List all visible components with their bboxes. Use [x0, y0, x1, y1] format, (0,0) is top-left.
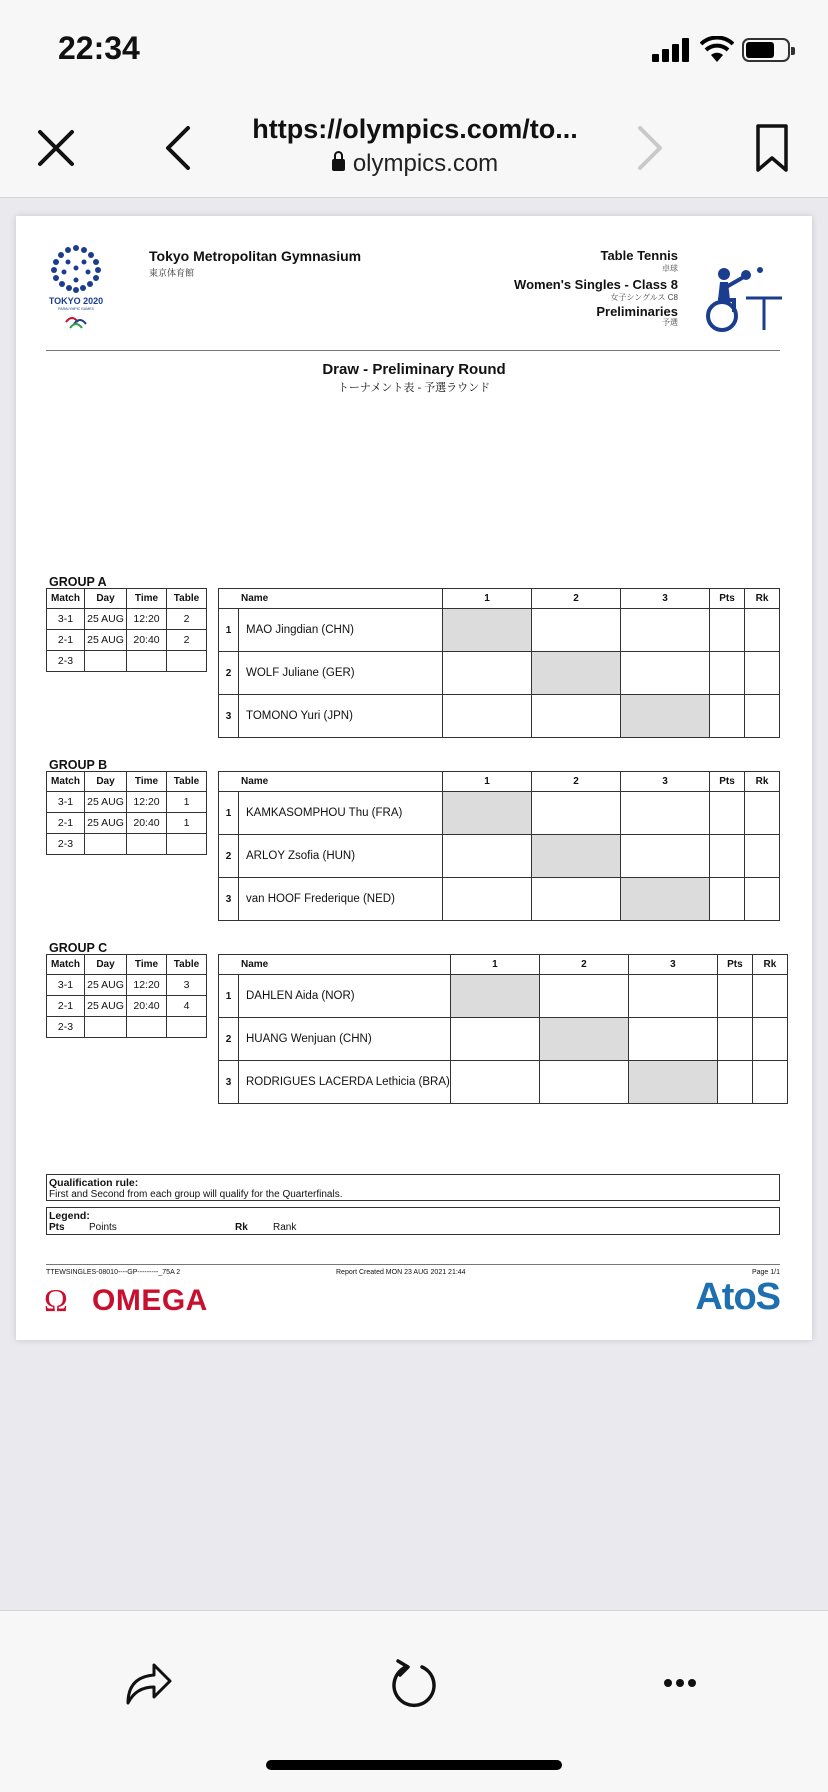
share-icon[interactable]: [118, 1653, 178, 1713]
sport-name-jp: 卓球: [662, 264, 678, 273]
points-cell: [710, 652, 745, 695]
more-options-icon[interactable]: [650, 1653, 710, 1713]
self-match-cell: [443, 609, 532, 652]
match-schedule-table: [46, 954, 207, 1038]
player-name: van HOOF Frederique (NED): [239, 878, 443, 921]
qualification-rule-box: [46, 1174, 780, 1201]
schedule-day: 25 AUG: [85, 975, 127, 996]
footer-divider: [46, 1264, 780, 1265]
header-rk: Rk: [745, 772, 780, 792]
rank-cell: [752, 1061, 787, 1104]
player-row: [219, 878, 780, 921]
points-cell: [717, 975, 752, 1018]
schedule-table: 3: [167, 975, 207, 996]
logo-text: TOKYO 2020: [48, 296, 104, 306]
header-name: Name: [219, 589, 443, 609]
player-name: DAHLEN Aida (NOR): [239, 975, 451, 1018]
schedule-header-day: Day: [85, 772, 127, 792]
header-rk: Rk: [752, 955, 787, 975]
schedule-table: 2: [167, 609, 207, 630]
url-address[interactable]: https://olympics.com/to...: [252, 114, 578, 144]
player-seed: 2: [219, 835, 239, 878]
url-domain-row[interactable]: [230, 150, 600, 178]
schedule-table: [167, 1017, 207, 1038]
header-col-1: 1: [443, 589, 532, 609]
event-name-jp: 女子シングルス C8: [610, 293, 678, 302]
group-title: GROUP A: [49, 575, 107, 589]
schedule-day: 25 AUG: [85, 630, 127, 651]
schedule-match: 2-3: [47, 651, 85, 672]
player-row: [219, 835, 780, 878]
player-name: TOMONO Yuri (JPN): [239, 695, 443, 738]
points-cell: [710, 878, 745, 921]
schedule-row: [47, 651, 207, 672]
points-cell: [710, 609, 745, 652]
omega-symbol-icon: Ω: [44, 1282, 68, 1318]
legend-box: [46, 1207, 780, 1235]
result-cell: [532, 792, 621, 835]
schedule-table: 1: [167, 792, 207, 813]
cellular-signal-icon: [652, 38, 692, 62]
player-name: RODRIGUES LACERDA Lethicia (BRA): [239, 1061, 451, 1104]
schedule-row: [47, 834, 207, 855]
header-col-3: 3: [621, 589, 710, 609]
points-cell: [717, 1018, 752, 1061]
venue-name: Tokyo Metropolitan Gymnasium: [149, 248, 362, 264]
schedule-match: 3-1: [47, 609, 85, 630]
schedule-time: 12:20: [127, 792, 167, 813]
schedule-time: 20:40: [127, 813, 167, 834]
draw-subtitle: トーナメント表 - 予選ラウンド: [337, 382, 491, 394]
schedule-header-time: Time: [127, 772, 167, 792]
header-divider: [46, 350, 780, 351]
player-row: [219, 652, 780, 695]
schedule-match: 3-1: [47, 792, 85, 813]
schedule-row: [47, 975, 207, 996]
omega-logo: OMEGA: [92, 1284, 208, 1317]
header-pts: Pts: [710, 589, 745, 609]
self-match-cell: [621, 695, 710, 738]
header-col-2: 2: [532, 772, 621, 792]
self-match-cell: [621, 878, 710, 921]
battery-icon: [742, 38, 790, 62]
lock-icon: [332, 159, 345, 171]
player-seed: 1: [219, 609, 239, 652]
result-cell: [539, 1061, 628, 1104]
player-row: [219, 792, 780, 835]
legend-abbr-rk: Rk: [235, 1222, 248, 1233]
footer-report-created: Report Created MON 23 AUG 2021 21:44: [336, 1269, 466, 1276]
schedule-day: 25 AUG: [85, 813, 127, 834]
result-cell: [450, 1018, 539, 1061]
result-cell: [539, 975, 628, 1018]
schedule-header-day: Day: [85, 955, 127, 975]
player-seed: 1: [219, 792, 239, 835]
header-pts: Pts: [717, 955, 752, 975]
player-row: [219, 1018, 788, 1061]
schedule-header-match: Match: [47, 589, 85, 609]
header-pts: Pts: [710, 772, 745, 792]
qualification-text: First and Second from each group will qualify for the Quarterfinals.: [49, 1189, 343, 1200]
pdf-document[interactable]: [16, 216, 812, 1340]
player-name: WOLF Juliane (GER): [239, 652, 443, 695]
points-cell: [710, 835, 745, 878]
schedule-row: [47, 813, 207, 834]
rank-cell: [745, 695, 780, 738]
schedule-row: [47, 609, 207, 630]
player-name: KAMKASOMPHOU Thu (FRA): [239, 792, 443, 835]
player-name: MAO Jingdian (CHN): [239, 609, 443, 652]
schedule-day: 25 AUG: [85, 792, 127, 813]
schedule-header-table: Table: [167, 589, 207, 609]
browser-toolbar: [0, 100, 828, 198]
logo-subtext: PARALYMPIC GAMES: [58, 307, 94, 311]
player-seed: 3: [219, 695, 239, 738]
status-time: 22:34: [58, 30, 140, 66]
close-icon[interactable]: [26, 118, 86, 178]
player-row: [219, 975, 788, 1018]
rank-cell: [745, 878, 780, 921]
group-standings-table: [218, 954, 788, 1104]
header-rk: Rk: [745, 589, 780, 609]
schedule-header-day: Day: [85, 589, 127, 609]
rank-cell: [745, 792, 780, 835]
event-header: [514, 248, 678, 331]
url-domain: olympics.com: [352, 150, 499, 177]
wifi-icon: [700, 36, 734, 64]
header-name: Name: [219, 772, 443, 792]
header-col-3: 3: [621, 772, 710, 792]
header-col-2: 2: [539, 955, 628, 975]
schedule-match: 2-3: [47, 1017, 85, 1038]
schedule-time: [127, 834, 167, 855]
rank-cell: [745, 835, 780, 878]
group-standings-table: [218, 588, 780, 738]
result-cell: [621, 652, 710, 695]
schedule-header-match: Match: [47, 772, 85, 792]
match-schedule-table: [46, 588, 207, 672]
schedule-day: 25 AUG: [85, 609, 127, 630]
footer-doc-code: TTEWSINGLES-08010----GP---------_75A 2: [46, 1269, 181, 1276]
legend-title: Legend:: [49, 1210, 90, 1222]
schedule-table: 4: [167, 996, 207, 1017]
event-name: Women's Singles - Class 8: [514, 277, 678, 292]
rank-cell: [752, 1018, 787, 1061]
forward-icon[interactable]: [618, 118, 678, 178]
schedule-table: 1: [167, 813, 207, 834]
bookmark-icon[interactable]: [742, 118, 802, 178]
result-cell: [532, 878, 621, 921]
header-col-3: 3: [628, 955, 717, 975]
atos-logo: AtoS: [695, 1276, 780, 1318]
schedule-header-table: Table: [167, 955, 207, 975]
result-cell: [532, 609, 621, 652]
points-cell: [710, 695, 745, 738]
result-cell: [443, 835, 532, 878]
player-seed: 2: [219, 652, 239, 695]
schedule-row: [47, 1017, 207, 1038]
draw-title: Draw - Preliminary Round: [322, 361, 506, 378]
schedule-table: 2: [167, 630, 207, 651]
qualification-title: Qualification rule:: [49, 1177, 139, 1189]
schedule-time: 12:20: [127, 609, 167, 630]
player-row: [219, 695, 780, 738]
player-seed: 1: [219, 975, 239, 1018]
sport-name: Table Tennis: [600, 248, 678, 263]
rank-cell: [752, 975, 787, 1018]
schedule-row: [47, 792, 207, 813]
schedule-table: [167, 651, 207, 672]
schedule-header-time: Time: [127, 589, 167, 609]
back-icon[interactable]: [150, 118, 210, 178]
header-col-1: 1: [443, 772, 532, 792]
match-schedule-table: [46, 771, 207, 855]
schedule-day: 25 AUG: [85, 996, 127, 1017]
result-cell: [628, 1018, 717, 1061]
result-cell: [621, 835, 710, 878]
phase-name: Preliminaries: [596, 306, 678, 317]
reload-icon[interactable]: [384, 1653, 444, 1713]
tokyo-2020-paralympic-logo: [44, 242, 108, 332]
schedule-time: 12:20: [127, 975, 167, 996]
schedule-day: [85, 834, 127, 855]
header-name: Name: [219, 955, 451, 975]
footer-page-number: Page 1/1: [751, 1269, 780, 1276]
result-cell: [621, 609, 710, 652]
schedule-table: [167, 834, 207, 855]
schedule-match: 2-1: [47, 996, 85, 1017]
self-match-cell: [539, 1018, 628, 1061]
schedule-header-table: Table: [167, 772, 207, 792]
header-col-1: 1: [450, 955, 539, 975]
group-standings-table: [218, 771, 780, 921]
player-row: [219, 609, 780, 652]
player-seed: 2: [219, 1018, 239, 1061]
self-match-cell: [443, 792, 532, 835]
schedule-time: [127, 1017, 167, 1038]
schedule-day: [85, 1017, 127, 1038]
result-cell: [443, 695, 532, 738]
header-col-2: 2: [532, 589, 621, 609]
schedule-row: [47, 630, 207, 651]
legend-meaning-pts: Points: [89, 1222, 117, 1233]
legend-abbr-pts: Pts: [49, 1222, 65, 1233]
result-cell: [532, 695, 621, 738]
player-name: HUANG Wenjuan (CHN): [239, 1018, 451, 1061]
self-match-cell: [532, 652, 621, 695]
group-title: GROUP B: [49, 758, 108, 772]
para-table-tennis-icon: [706, 264, 782, 334]
schedule-match: 3-1: [47, 975, 85, 996]
schedule-match: 2-1: [47, 630, 85, 651]
result-cell: [443, 652, 532, 695]
schedule-time: 20:40: [127, 996, 167, 1017]
result-cell: [443, 878, 532, 921]
result-cell: [628, 975, 717, 1018]
schedule-header-match: Match: [47, 955, 85, 975]
result-cell: [621, 792, 710, 835]
schedule-time: [127, 651, 167, 672]
legend-row: [49, 1222, 777, 1235]
schedule-row: [47, 996, 207, 1017]
player-name: ARLOY Zsofia (HUN): [239, 835, 443, 878]
rank-cell: [745, 609, 780, 652]
self-match-cell: [450, 975, 539, 1018]
status-bar: [0, 0, 828, 100]
group-title: GROUP C: [49, 941, 108, 955]
schedule-match: 2-3: [47, 834, 85, 855]
player-row: [219, 1061, 788, 1104]
phase-name-jp: 予選: [662, 318, 678, 327]
self-match-cell: [532, 835, 621, 878]
legend-meaning-rk: Rank: [273, 1222, 297, 1233]
self-match-cell: [628, 1061, 717, 1104]
venue-name-jp: 東京体育館: [149, 268, 195, 278]
result-cell: [450, 1061, 539, 1104]
player-seed: 3: [219, 878, 239, 921]
player-seed: 3: [219, 1061, 239, 1104]
points-cell: [717, 1061, 752, 1104]
schedule-day: [85, 651, 127, 672]
rank-cell: [745, 652, 780, 695]
schedule-time: 20:40: [127, 630, 167, 651]
home-indicator[interactable]: [266, 1760, 562, 1770]
points-cell: [710, 792, 745, 835]
schedule-match: 2-1: [47, 813, 85, 834]
schedule-header-time: Time: [127, 955, 167, 975]
